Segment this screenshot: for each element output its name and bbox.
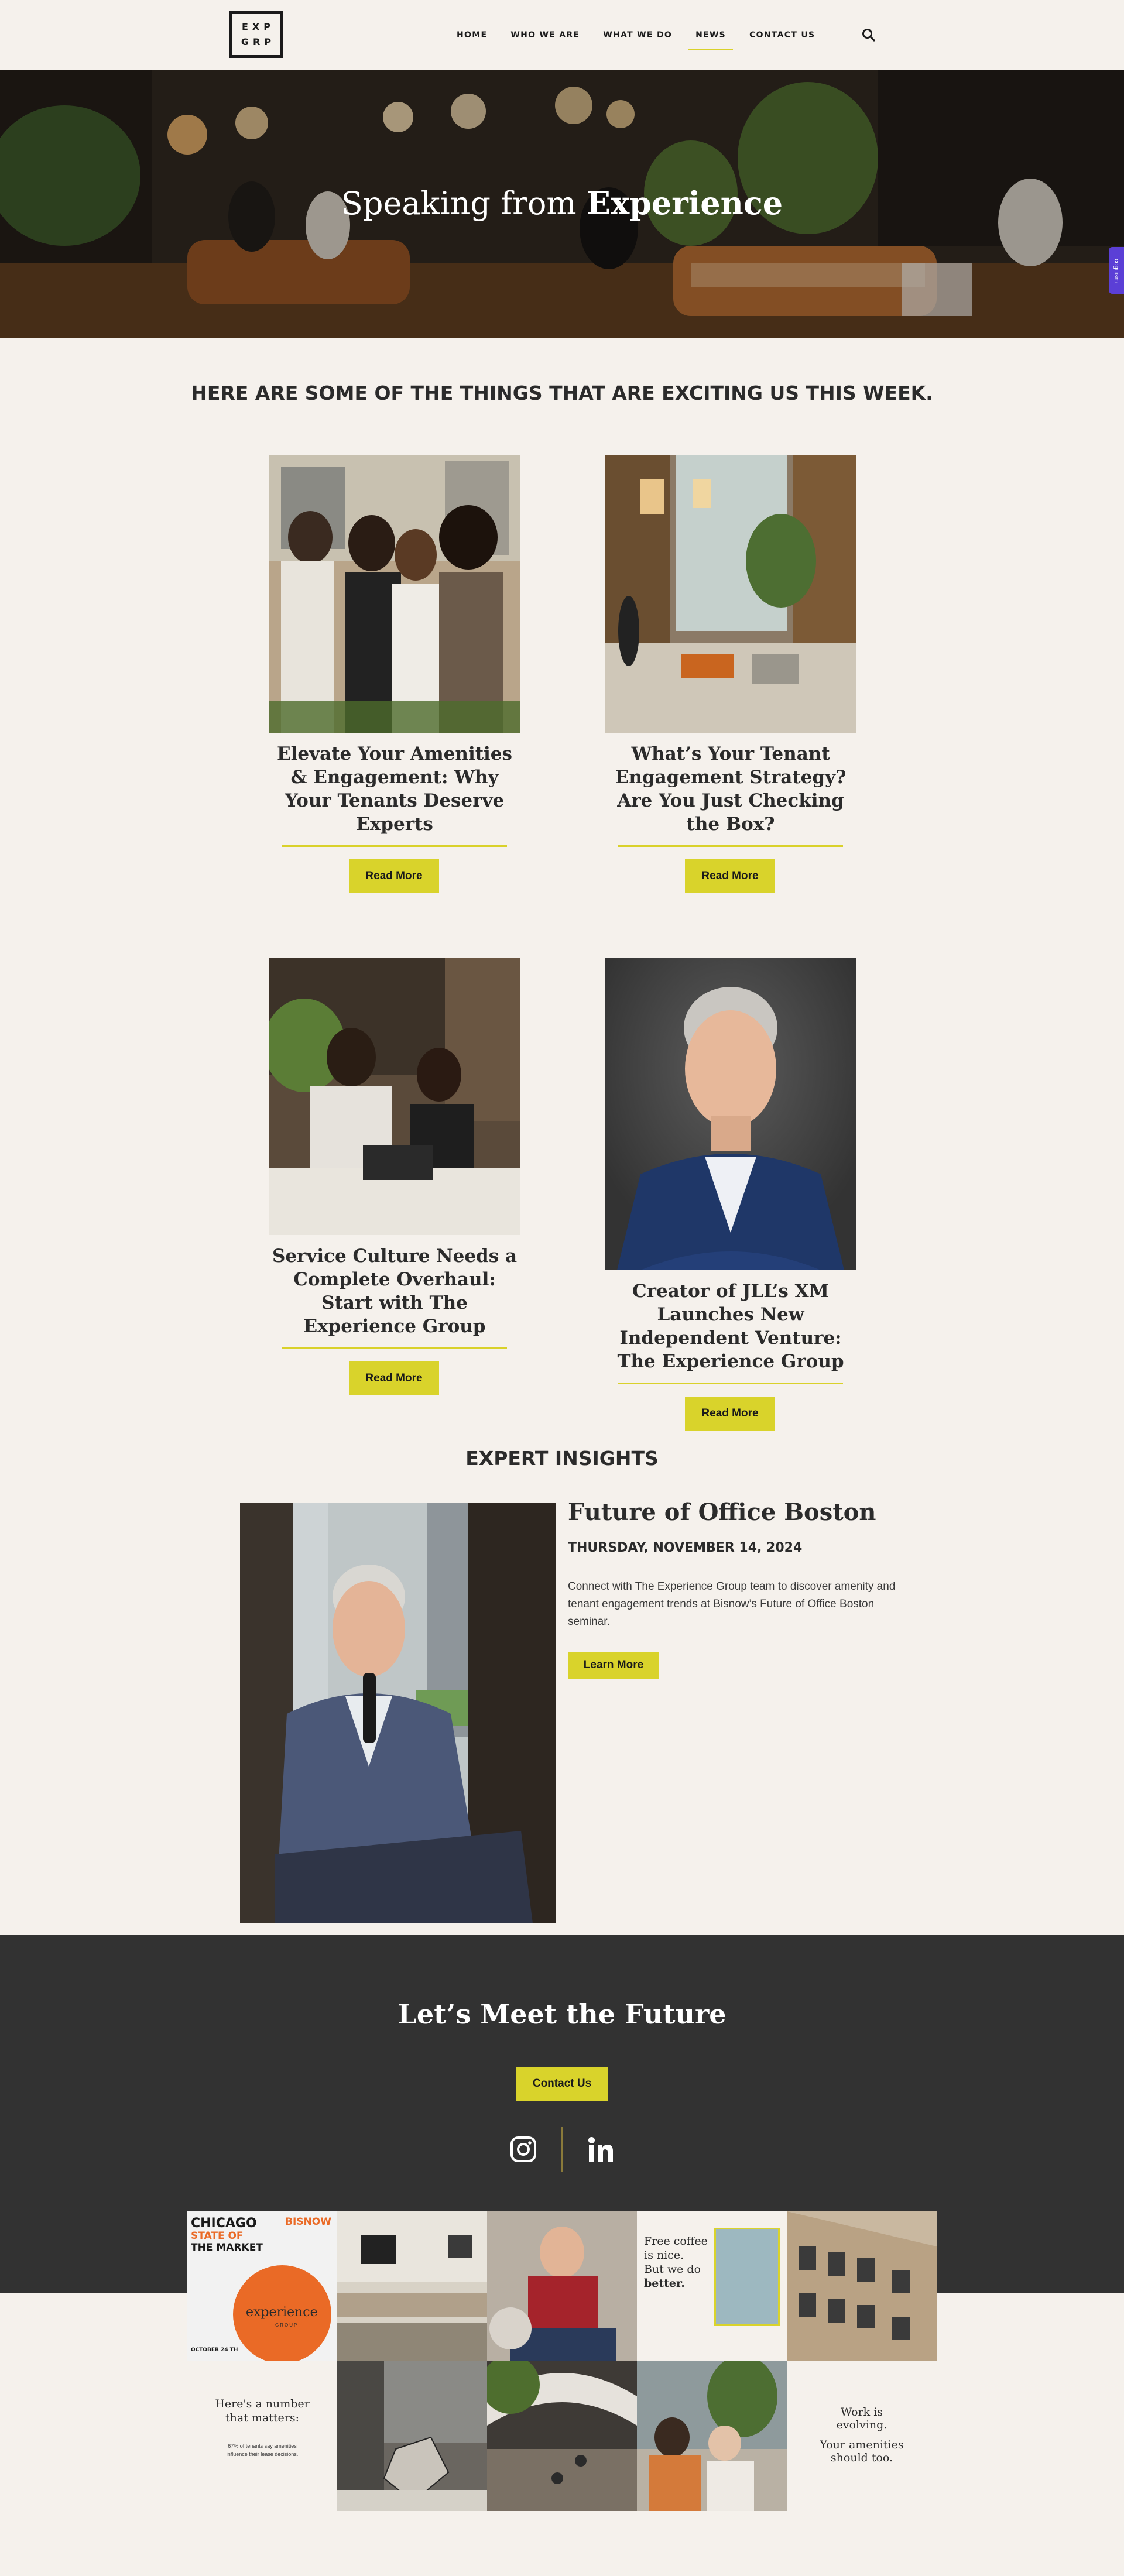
gallery-tile-chicago-line2: STATE OF [191,2230,244,2242]
gallery-tile-number-small2: influence their lease decisions. [226,2451,299,2457]
insight-description: Connect with The Experience Group team to discover amenity and tenant engagement trends at Bisnow’s Future of Office Boston seminar. [568,1580,896,1628]
nav-contact-us[interactable]: CONTACT US [749,30,815,40]
card-image-lobby[interactable] [605,455,856,733]
card-image-reception[interactable] [269,958,520,1235]
hero-banner [0,70,1124,338]
main-nav [445,0,827,70]
news-card [605,958,856,1435]
gallery-tile-number-line1: Here's a number [215,2397,310,2410]
card-title[interactable]: Elevate Your Amenities & Engagement: Why Your Tenants Deserve Experts [276,743,512,835]
gallery-tile-coffee-line2: is nice. [644,2249,684,2262]
footer-title-prefix: Let’s Meet the [397,1998,615,2030]
read-more-button[interactable]: Read More [685,859,775,893]
gallery-tile-work-line1: Work is [840,2406,883,2419]
contact-us-button[interactable]: Contact Us [516,2067,608,2101]
card-image-portrait[interactable] [605,958,856,1270]
card-title[interactable]: Service Culture Needs a Complete Overhaul: Start with The Experience Group [272,1246,518,1337]
social-divider [561,2127,563,2172]
news-card [605,455,856,898]
site-logo[interactable] [229,11,283,58]
gallery-tile-brand: BISNOW [285,2216,331,2228]
footer-title-bold: Future [624,1998,727,2030]
gallery-tile-circle-text: experience [246,2305,318,2320]
card-divider [282,1347,507,1349]
site-header [0,0,1124,70]
gallery-tile-circle-sub: GROUP [275,2323,299,2328]
intro-heading: HERE ARE SOME OF THE THINGS THAT ARE EXCITING US THIS WEEK. [191,382,933,404]
gallery-tile-lobby-sculpture[interactable] [337,2361,487,2511]
nav-home[interactable]: HOME [457,30,488,40]
gallery-tile-number-matters[interactable] [187,2361,337,2511]
nav-what-we-do[interactable]: WHAT WE DO [603,30,673,40]
gallery-tile-work-line3: Your amenities [820,2438,904,2451]
nav-who-we-are[interactable]: WHO WE ARE [510,30,580,40]
gallery-tile-chicago-line1: CHICAGO [191,2216,257,2231]
hero-title-prefix: Speaking from [341,185,577,222]
cognism-side-tab[interactable]: cognism [1109,247,1124,294]
read-more-button[interactable]: Read More [685,1397,775,1431]
gallery-tile-man-red-shirt[interactable] [487,2211,637,2361]
gallery-tile-number-small1: 67% of tenants say amenities [228,2443,297,2449]
gallery-tile-bisnow-chicago[interactable] [187,2211,337,2361]
card-image-friends[interactable] [269,455,520,733]
gallery-tile-coffee-line4: better. [644,2277,685,2290]
insight-title[interactable]: Future of Office Boston [568,1498,876,1526]
insights-heading: EXPERT INSIGHTS [465,1447,659,1470]
linkedin-icon[interactable] [587,2135,615,2163]
gallery-tile-work-evolving[interactable] [787,2361,937,2511]
nav-news[interactable]: NEWS [684,18,738,53]
logo-line-1: EXP [242,21,275,32]
gallery-tile-footer: OCTOBER 24 TH [191,2347,238,2353]
gallery-tile-free-coffee[interactable] [637,2211,787,2361]
gallery-tile-work-line2: evolving. [836,2419,887,2431]
instagram-icon[interactable] [509,2135,537,2163]
insight-speaker-image [240,1503,556,1923]
read-more-button[interactable]: Read More [349,1361,439,1395]
gallery-tile-coffee-line3: But we do [644,2263,701,2276]
hero-title-bold: Experience [586,184,783,222]
gallery-tile-office-desk[interactable] [337,2211,487,2361]
logo-line-2: GRP [241,36,276,47]
card-divider [618,1383,843,1384]
instagram-gallery [187,2211,937,2511]
insight-date: THURSDAY, NOVEMBER 14, 2024 [568,1541,803,1555]
card-divider [618,845,843,847]
card-title[interactable]: Creator of JLL’s XM Launches New Independent Venture: The Experience Group [617,1281,844,1372]
news-card [269,958,520,1400]
gallery-tile-chicago-line3: THE MARKET [191,2242,263,2253]
gallery-tile-building[interactable] [787,2211,937,2361]
search-icon[interactable] [861,27,877,43]
gallery-tile-atrium[interactable] [487,2361,637,2511]
gallery-tile-lounge-meeting[interactable] [637,2361,787,2511]
footer-title [0,1998,1124,2030]
gallery-tile-coffee-line1: Free coffee [644,2235,708,2248]
social-links [503,2127,621,2172]
learn-more-button[interactable]: Learn More [568,1652,659,1679]
read-more-button[interactable]: Read More [349,859,439,893]
card-title[interactable]: What’s Your Tenant Engagement Strategy? Are You Just Checking the Box? [615,743,847,835]
gallery-tile-work-line4: should too. [830,2451,893,2464]
gallery-tile-number-line2: that matters: [225,2412,299,2424]
hero-title [0,184,1124,222]
gallery-tile-coffee-photo [714,2228,780,2326]
card-divider [282,845,507,847]
news-card [269,455,520,898]
